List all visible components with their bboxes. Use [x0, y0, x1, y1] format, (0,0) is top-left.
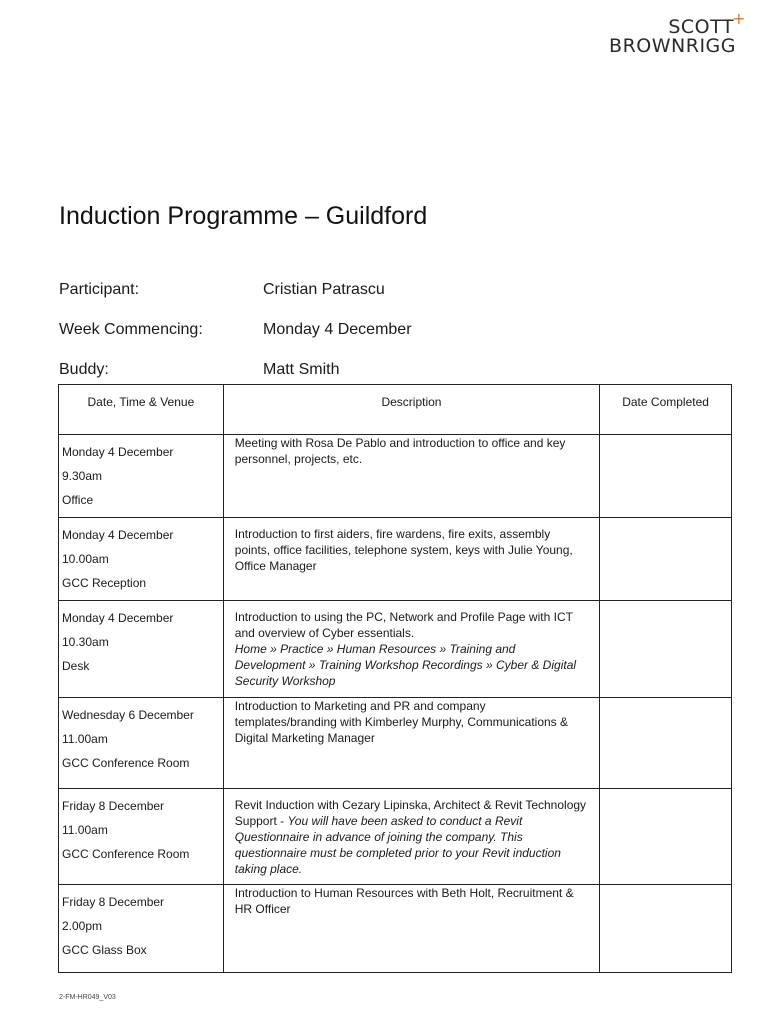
row-venue: GCC Conference Room [62, 756, 190, 770]
document-reference-code: 2-FM-HR049_V03 [59, 994, 116, 1001]
row-description: Revit Induction with Cezary Lipinska, Architect & Revit Technology Support - [234, 798, 587, 828]
date-time-venue-cell [59, 698, 224, 789]
date-time-venue-cell [59, 435, 224, 518]
table-row [59, 885, 732, 973]
document-title: Induction Programme – Guildford [59, 202, 428, 230]
buddy-label: Buddy: [59, 361, 109, 378]
date-time-venue-cell [59, 518, 224, 601]
logo-line-2: BROWNRIGG [609, 35, 736, 57]
row-date: Friday 8 December [62, 799, 165, 813]
week-commencing-label: Week Commencing: [59, 321, 203, 338]
description-cell [223, 435, 599, 518]
row-venue: GCC Glass Box [62, 943, 147, 957]
description-cell [223, 885, 599, 973]
week-commencing-value: Monday 4 December [263, 321, 412, 338]
row-date: Monday 4 December [62, 528, 174, 542]
table-row [59, 601, 732, 698]
row-venue: GCC Reception [62, 576, 147, 590]
row-description: Introduction to Marketing and PR and company templates/branding with Kimberley Murphy, Communications & Digital Marketing Manager [234, 699, 569, 745]
induction-schedule-table [58, 384, 732, 973]
row-description: Introduction to first aiders, fire wardens, fire exits, assembly points, office facilities, telephone system, keys with Julie Young, Office Manager [234, 527, 573, 573]
date-completed-cell [600, 698, 732, 789]
date-completed-cell [600, 601, 732, 698]
row-time: 2.00pm [62, 919, 103, 933]
description-cell [223, 601, 599, 698]
header-date-time-venue: Date, Time & Venue [59, 385, 224, 435]
row-description: Introduction to using the PC, Network and Profile Page with ICT and overview of Cyber essentials. [234, 610, 573, 640]
description-cell [223, 698, 599, 789]
date-completed-cell [600, 435, 732, 518]
table-row [59, 789, 732, 885]
row-time: 10.30am [62, 635, 109, 649]
row-time: 11.00am [62, 823, 108, 837]
description-cell [223, 518, 599, 601]
table-header-row [59, 385, 732, 435]
row-date: Wednesday 6 December [62, 708, 194, 722]
row-description: Introduction to Human Resources with Beth Holt, Recruitment & HR Officer [234, 886, 574, 916]
row-description-italic: You will have been asked to conduct a Revit Questionnaire in advance of joining the company. This questionnaire must be completed prior to your Revit induction taking place. [234, 814, 561, 876]
participant-label: Participant: [59, 281, 140, 298]
date-time-venue-cell [59, 601, 224, 698]
table-row [59, 435, 732, 518]
date-time-venue-cell [59, 885, 224, 973]
row-time: 9.30am [62, 469, 103, 483]
description-cell [223, 789, 599, 885]
date-completed-cell [600, 518, 732, 601]
header-date-completed: Date Completed [600, 385, 732, 435]
row-date: Monday 4 December [62, 611, 174, 625]
row-time: 10.00am [62, 552, 109, 566]
logo-line-1: SCOTT [668, 16, 734, 38]
row-time: 11.00am [62, 732, 108, 746]
row-venue: Office [62, 493, 94, 507]
row-description: Meeting with Rosa De Pablo and introduction to office and key personnel, projects, etc. [234, 436, 566, 466]
header-description: Description [223, 385, 599, 435]
date-completed-cell [600, 885, 732, 973]
table-row [59, 698, 732, 789]
date-completed-cell [600, 789, 732, 885]
company-logo [609, 9, 746, 57]
table-row [59, 518, 732, 601]
buddy-value: Matt Smith [263, 361, 340, 378]
row-date: Friday 8 December [62, 895, 165, 909]
row-description-italic: Home » Practice » Human Resources » Training and Development » Training Workshop Recordings » Cyber & Digital Security Workshop [234, 642, 577, 688]
logo-plus-mark: + [732, 9, 746, 28]
row-date: Monday 4 December [62, 445, 174, 459]
row-venue: Desk [62, 659, 90, 673]
participant-value: Cristian Patrascu [263, 281, 385, 298]
date-time-venue-cell [59, 789, 224, 885]
row-venue: GCC Conference Room [62, 847, 190, 861]
